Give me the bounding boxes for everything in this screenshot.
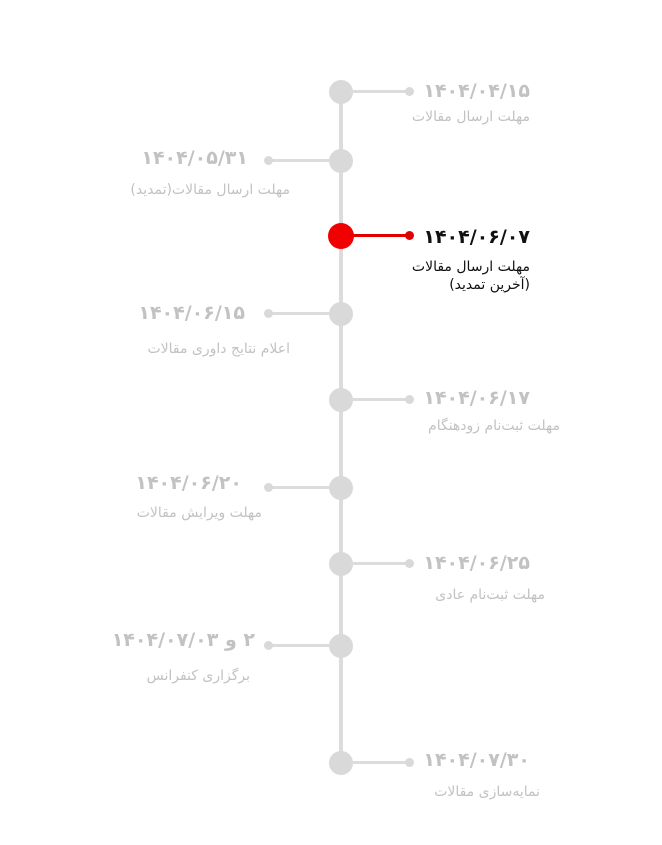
- milestone-label: مهلت ارسال مقالات(تمدید): [130, 182, 290, 198]
- milestone-text: [380, 226, 530, 294]
- milestone-note: (آخرین تمدید): [449, 277, 530, 293]
- milestone-label: مهلت ثبت‌نام عادی: [435, 587, 545, 603]
- milestone-date: ۱۴۰۴/۰۶/۲۵: [423, 552, 530, 574]
- milestone-text: [380, 552, 545, 604]
- milestone-label: مهلت ارسال مقالات: [411, 259, 530, 275]
- timeline-axis: [339, 91, 343, 763]
- milestone-text: [100, 472, 290, 522]
- milestone-label: اعلام نتایج داوری مقالات: [147, 341, 290, 357]
- milestone-label: مهلت ویرایش مقالات: [136, 505, 262, 521]
- milestone-date: ۱۴۰۴/۰۵/۳۱: [141, 147, 248, 169]
- milestone-date: ۲ و ۱۴۰۴/۰۷/۰۳: [111, 629, 255, 651]
- milestone-date: ۱۴۰۴/۰۷/۳۰: [423, 749, 530, 771]
- milestone-text: [380, 749, 540, 801]
- milestone-dot: [329, 476, 353, 500]
- milestone-date: ۱۴۰۴/۰۶/۲۰: [135, 472, 242, 494]
- milestone-dot: [329, 149, 353, 173]
- milestone-date: ۱۴۰۴/۰۶/۰۷: [423, 226, 530, 248]
- milestone-dot: [329, 302, 353, 326]
- milestone-label: نمایه‌سازی مقالات: [434, 784, 540, 800]
- milestone-date: ۱۴۰۴/۰۶/۱۵: [138, 302, 245, 324]
- milestone-text: [100, 147, 290, 199]
- milestone-label: مهلت ارسال مقالات: [411, 109, 530, 125]
- milestone-dot: [329, 634, 353, 658]
- milestone-date: ۱۴۰۴/۰۶/۱۷: [423, 387, 530, 409]
- milestone-text: [380, 80, 530, 126]
- milestone-text: [100, 629, 290, 685]
- milestone-date: ۱۴۰۴/۰۴/۱۵: [423, 80, 530, 102]
- milestone-label: مهلت ثبت‌نام زودهنگام: [428, 418, 560, 434]
- milestone-text: [100, 302, 290, 358]
- milestone-label: برگزاری کنفرانس: [146, 668, 250, 684]
- milestone-text: [380, 387, 560, 435]
